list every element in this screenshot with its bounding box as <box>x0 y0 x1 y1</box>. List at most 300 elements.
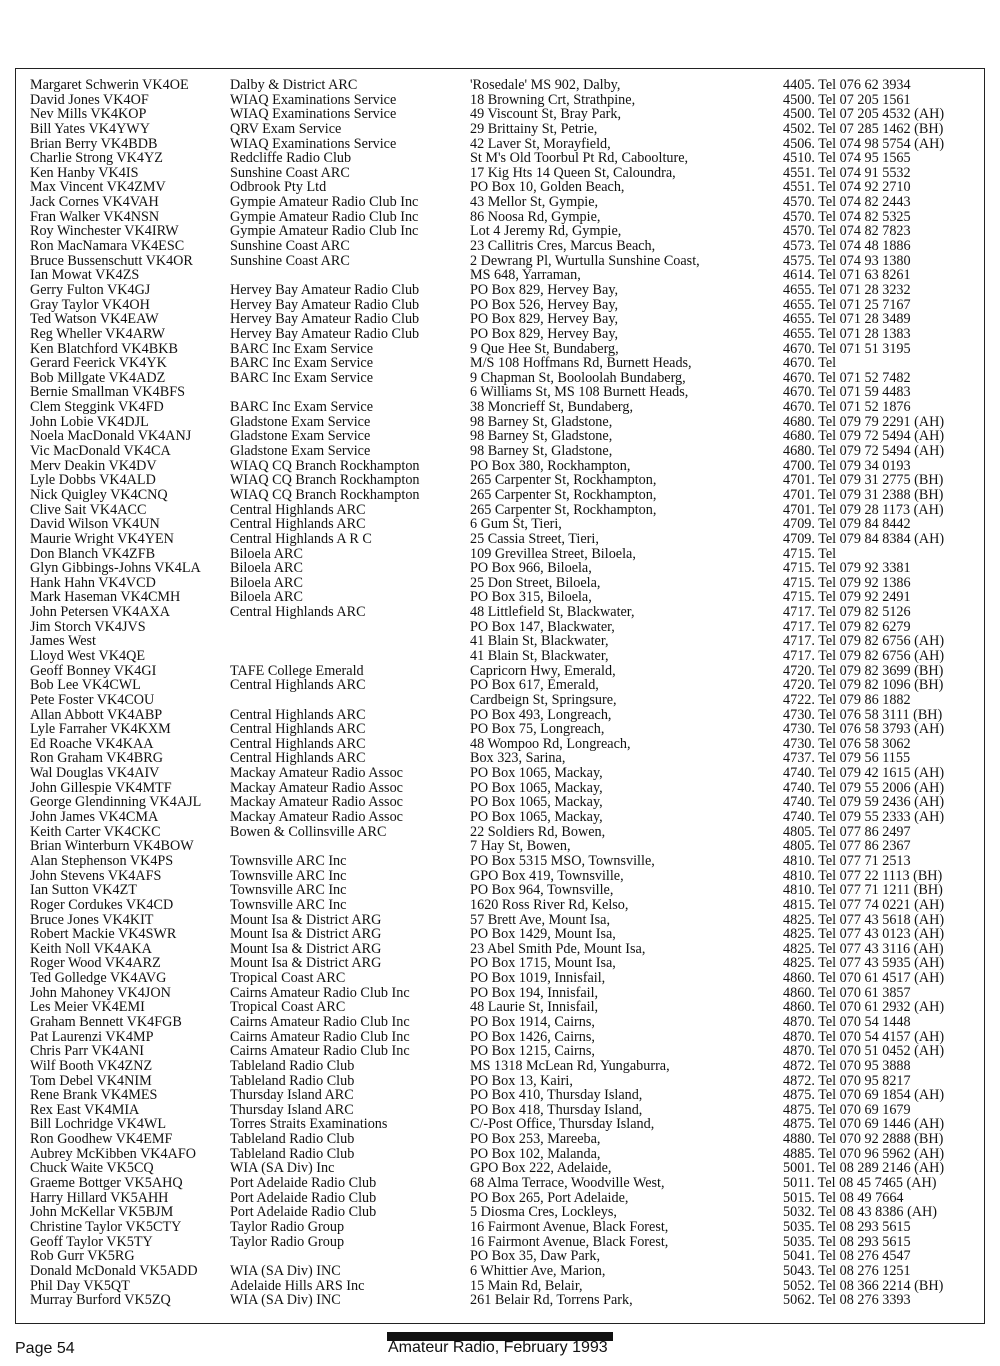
listing-club: Torres Straits Examinations <box>230 1116 388 1133</box>
listing-address: 1620 Ross River Rd, Kelso, <box>470 896 629 913</box>
listing-telephone: 4720. Tel 079 82 1096 (BH) <box>783 677 944 694</box>
listing-telephone: 4405. Tel 076 62 3934 <box>783 77 911 93</box>
listing-club: Tropical Coast ARC <box>230 970 346 987</box>
listing-address: GPO Box 222, Adelaide, <box>470 1160 612 1177</box>
listing-row <box>0 254 1000 269</box>
listing-row <box>0 239 1000 254</box>
listing-telephone: 4875. Tel 070 69 1679 <box>783 1101 911 1118</box>
listing-telephone: 4655. Tel 071 28 3232 <box>783 281 911 298</box>
listing-row <box>0 166 1000 181</box>
listing-club: Mount Isa & District ARG <box>230 955 382 972</box>
listing-row <box>0 810 1000 825</box>
listing-telephone: 4717. Tel 079 82 6279 <box>783 618 911 635</box>
listing-club: Central Highlands ARC <box>230 750 366 767</box>
listing-name: Max Vincent VK4ZMV <box>30 179 166 196</box>
listing-row <box>0 561 1000 576</box>
listing-row <box>0 547 1000 562</box>
listing-telephone: 4575. Tel 074 93 1380 <box>783 252 911 269</box>
listing-telephone: 4870. Tel 070 51 0452 (AH) <box>783 1043 945 1060</box>
listing-telephone: 4740. Tel 079 59 2436 (AH) <box>783 794 945 811</box>
listing-row <box>0 781 1000 796</box>
listing-club: Sunshine Coast ARC <box>230 164 350 181</box>
listing-telephone: 4825. Tel 077 43 0123 (AH) <box>783 926 945 943</box>
listing-row <box>0 180 1000 195</box>
listing-row <box>0 429 1000 444</box>
listing-telephone: 4715. Tel 079 92 2491 <box>783 589 911 606</box>
listing-address: PO Box 147, Blackwater, <box>470 618 615 635</box>
listing-address: C/-Post Office, Thursday Island, <box>470 1116 655 1133</box>
listing-telephone: 5062. Tel 08 276 3393 <box>783 1292 911 1309</box>
listing-address: PO Box 380, Rockhampton, <box>470 457 631 474</box>
listing-club: Biloela ARC <box>230 560 303 577</box>
listing-club: BARC Inc Exam Service <box>230 399 374 416</box>
listing-name: Ted Watson VK4EAW <box>30 311 159 328</box>
listing-club: Mackay Amateur Radio Assoc <box>230 794 403 811</box>
listing-row <box>0 825 1000 840</box>
listing-name: Vic MacDonald VK4CA <box>30 443 171 460</box>
listing-address: 38 Moncrieff St, Bundaberg, <box>470 399 634 416</box>
listing-name: Murray Burford VK5ZQ <box>30 1292 171 1309</box>
listing-name: Ken Blatchford VK4BKB <box>30 340 178 357</box>
listing-telephone: 4730. Tel 076 58 3062 <box>783 735 911 752</box>
listing-club: TAFE College Emerald <box>230 662 364 679</box>
listing-address: PO Box 265, Port Adelaide, <box>470 1189 629 1206</box>
listing-row <box>0 298 1000 313</box>
listing-club: Cairns Amateur Radio Club Inc <box>230 984 410 1001</box>
listing-name: Ted Golledge VK4AVG <box>30 970 167 987</box>
listing-address: 25 Cassia Street, Tieri, <box>470 530 599 547</box>
listing-telephone: 4570. Tel 074 82 7823 <box>783 223 911 240</box>
listing-name: Aubrey McKibben VK4AFO <box>30 1145 197 1162</box>
listing-row <box>0 1044 1000 1059</box>
listing-telephone: 5041. Tel 08 276 4547 <box>783 1248 911 1265</box>
listing-club: Hervey Bay Amateur Radio Club <box>230 325 420 342</box>
listing-club: WIAQ Examinations Service <box>230 91 397 108</box>
listing-telephone: 4815. Tel 077 74 0221 (AH) <box>783 896 945 913</box>
listing-telephone: 4875. Tel 070 69 1446 (AH) <box>783 1116 945 1133</box>
listing-telephone: 4870. Tel 070 54 4157 (AH) <box>783 1028 945 1045</box>
listing-club: Port Adelaide Radio Club <box>230 1175 377 1192</box>
listing-row <box>0 283 1000 298</box>
listing-row <box>0 576 1000 591</box>
listing-club: WIAQ CQ Branch Rockhampton <box>230 486 420 503</box>
listing-row <box>0 1235 1000 1250</box>
listing-address: 49 Viscount St, Bray Park, <box>470 106 622 123</box>
listing-address: 6 Williams St, MS 108 Burnett Heads, <box>470 384 689 401</box>
listing-address: 5 Diosma Cres, Lockleys, <box>470 1204 617 1221</box>
listing-club: Townsville ARC Inc <box>230 867 347 884</box>
listing-row <box>0 898 1000 913</box>
listing-telephone: 4570. Tel 074 82 5325 <box>783 208 911 225</box>
listing-address: PO Box 1065, Mackay, <box>470 809 603 826</box>
listing-row <box>0 839 1000 854</box>
listing-telephone: 4701. Tel 079 31 2388 (BH) <box>783 486 944 503</box>
listing-row <box>0 795 1000 810</box>
listing-telephone: 4740. Tel 079 55 2006 (AH) <box>783 779 945 796</box>
listing-name: Ed Roache VK4KAA <box>30 735 154 752</box>
listing-name: Hank Hahn VK4VCD <box>30 574 156 591</box>
listing-address: PO Box 829, Hervey Bay, <box>470 311 619 328</box>
listing-name: James West <box>30 633 96 650</box>
listing-telephone: 4805. Tel 077 86 2497 <box>783 823 911 840</box>
listing-name: Rob Gurr VK5RG <box>30 1248 135 1265</box>
listing-name: Lyle Dobbs VK4ALD <box>30 472 156 489</box>
listing-telephone: 4872. Tel 070 95 8217 <box>783 1072 911 1089</box>
listing-name: Ron MacNamara VK4ESC <box>30 238 185 255</box>
listing-address: PO Box 75, Longreach, <box>470 721 605 738</box>
listing-name: Mark Haseman VK4CMH <box>30 589 181 606</box>
listing-club: Gladstone Exam Service <box>230 413 371 430</box>
listing-name: Ron Graham VK4BRG <box>30 750 163 767</box>
listing-row <box>0 488 1000 503</box>
listing-address: 25 Don Street, Biloela, <box>470 574 601 591</box>
listing-club: Mount Isa & District ARG <box>230 940 382 957</box>
listing-name: Pete Foster VK4COU <box>30 691 155 708</box>
listing-name: Chuck Waite VK5CQ <box>30 1160 154 1177</box>
listing-row <box>0 122 1000 137</box>
listing-name: Bill Lochridge VK4WL <box>30 1116 167 1133</box>
listing-name: Jim Storch VK4JVS <box>30 618 146 635</box>
listing-club: Townsville ARC Inc <box>230 882 347 899</box>
listing-telephone: 4510. Tel 074 95 1565 <box>783 150 911 167</box>
listing-club: Tableland Radio Club <box>230 1131 355 1148</box>
listing-club: Taylor Radio Group <box>230 1218 345 1235</box>
listing-row <box>0 649 1000 664</box>
listing-address: 16 Fairmont Avenue, Black Forest, <box>470 1233 669 1250</box>
listing-name: Pat Laurenzi VK4MP <box>30 1028 154 1045</box>
listing-telephone: 4825. Tel 077 43 5935 (AH) <box>783 955 945 972</box>
listing-telephone: 4717. Tel 079 82 5126 <box>783 604 911 621</box>
listing-row <box>0 78 1000 93</box>
listing-name: David Wilson VK4UN <box>30 516 160 533</box>
listing-row <box>0 137 1000 152</box>
listing-club: Tableland Radio Club <box>230 1072 355 1089</box>
listing-address: 86 Noosa Rd, Gympie, <box>470 208 601 225</box>
listing-telephone: 5052. Tel 08 366 2214 (BH) <box>783 1277 944 1294</box>
listing-address: 17 Kig Hts 14 Queen St, Caloundra, <box>470 164 676 181</box>
listing-telephone: 4670. Tel 071 52 7482 <box>783 369 911 386</box>
listing-telephone: 4680. Tel 079 72 5494 (AH) <box>783 443 945 460</box>
listing-row <box>0 1293 1000 1308</box>
listing-name: George Glendinning VK4AJL <box>30 794 202 811</box>
listing-row <box>0 1117 1000 1132</box>
listing-telephone: 4825. Tel 077 43 3116 (AH) <box>783 940 944 957</box>
listing-name: Robert Mackie VK4SWR <box>30 926 177 943</box>
listing-row <box>0 1191 1000 1206</box>
listing-address: PO Box 1914, Cairns, <box>470 1014 595 1030</box>
listing-address: PO Box 410, Thursday Island, <box>470 1087 643 1104</box>
listing-name: Margaret Schwerin VK4OE <box>30 77 189 93</box>
listing-telephone: 4825. Tel 077 43 5618 (AH) <box>783 911 945 928</box>
listing-name: Roy Winchester VK4IRW <box>30 223 179 240</box>
listing-row <box>0 869 1000 884</box>
listing-row <box>0 107 1000 122</box>
listing-telephone: 4860. Tel 070 61 2932 (AH) <box>783 999 945 1016</box>
listing-name: Ron Goodhew VK4EMF <box>30 1131 173 1148</box>
listing-club: Cairns Amateur Radio Club Inc <box>230 1028 410 1045</box>
listing-club: Mackay Amateur Radio Assoc <box>230 809 403 826</box>
listing-telephone: 4715. Tel <box>783 545 837 562</box>
listing-address: 48 Wompoo Rd, Longreach, <box>470 735 631 752</box>
listing-telephone: 4670. Tel 071 59 4483 <box>783 384 911 401</box>
listing-row <box>0 620 1000 635</box>
listing-telephone: 4670. Tel 071 51 3195 <box>783 340 911 357</box>
listing-address: 98 Barney St, Gladstone, <box>470 443 613 460</box>
listing-row <box>0 1249 1000 1264</box>
listing-name: Bruce Jones VK4KIT <box>30 911 154 928</box>
listing-address: 41 Blain St, Blackwater, <box>470 647 609 664</box>
listing-address: PO Box 493, Longreach, <box>470 706 612 723</box>
listing-name: John Gillespie VK4MTF <box>30 779 172 796</box>
listing-name: John Stevens VK4AFS <box>30 867 162 884</box>
listing-telephone: 4805. Tel 077 86 2367 <box>783 838 911 855</box>
listing-club: Sunshine Coast ARC <box>230 252 350 269</box>
listing-name: Merv Deakin VK4DV <box>30 457 157 474</box>
listing-telephone: 4810. Tel 077 22 1113 (BH) <box>783 867 943 884</box>
listing-address: PO Box 617, Emerald, <box>470 677 599 694</box>
listing-telephone: 4880. Tel 070 92 2888 (BH) <box>783 1131 944 1148</box>
listing-telephone: 4709. Tel 079 84 8384 (AH) <box>783 530 945 547</box>
listing-club: Mount Isa & District ARG <box>230 911 382 928</box>
listing-name: Bob Lee VK4CWL <box>30 677 141 694</box>
listing-telephone: 5032. Tel 08 43 8386 (AH) <box>783 1204 938 1221</box>
listing-row <box>0 678 1000 693</box>
listing-name: Les Meier VK4EMI <box>30 999 145 1016</box>
listing-club: WIAQ CQ Branch Rockhampton <box>230 457 420 474</box>
listing-telephone: 4701. Tel 079 31 2775 (BH) <box>783 472 944 489</box>
listing-name: Bob Millgate VK4ADZ <box>30 369 166 386</box>
page-number: Page 54 <box>15 1340 75 1357</box>
listing-row <box>0 385 1000 400</box>
listing-row <box>0 342 1000 357</box>
listing-club: WIA (SA Div) INC <box>230 1262 341 1279</box>
listing-address: PO Box 10, Golden Beach, <box>470 179 625 196</box>
listing-telephone: 4717. Tel 079 82 6756 (AH) <box>783 633 945 650</box>
listing-club: WIA (SA Div) Inc <box>230 1160 335 1177</box>
listing-address: 29 Brittainy St, Petrie, <box>470 120 598 137</box>
listing-telephone: 4885. Tel 070 96 5962 (AH) <box>783 1145 945 1162</box>
listing-address: PO Box 829, Hervey Bay, <box>470 325 619 342</box>
publication-title: Amateur Radio, February 1993 <box>388 1339 608 1356</box>
listing-row <box>0 312 1000 327</box>
listing-club: Biloela ARC <box>230 589 303 606</box>
listing-row <box>0 708 1000 723</box>
listing-row <box>0 1176 1000 1191</box>
listing-telephone: 4655. Tel 071 28 3489 <box>783 311 911 328</box>
listing-club: Tableland Radio Club <box>230 1145 355 1162</box>
listing-address: Lot 4 Jeremy Rd, Gympie, <box>470 223 622 240</box>
listing-club: Odbrook Pty Ltd <box>230 179 327 196</box>
listing-row <box>0 986 1000 1001</box>
listing-club: Bowen & Collinsville ARC <box>230 823 387 840</box>
listing-address: St M's Old Toorbul Pt Rd, Caboolture, <box>470 150 689 167</box>
listing-row <box>0 1074 1000 1089</box>
listing-address: MS 648, Yarraman, <box>470 267 581 284</box>
listing-address: 9 Chapman St, Booloolah Bundaberg, <box>470 369 686 386</box>
listing-row <box>0 503 1000 518</box>
listing-name: Jack Cornes VK4VAH <box>30 194 159 211</box>
listing-club: Gympie Amateur Radio Club Inc <box>230 194 419 211</box>
listing-name: Phil Day VK5QT <box>30 1277 130 1294</box>
listing-club: BARC Inc Exam Service <box>230 369 374 386</box>
listing-address: PO Box 315, Biloela, <box>470 589 592 606</box>
listing-club: Mackay Amateur Radio Assoc <box>230 779 403 796</box>
listing-club: Central Highlands A R C <box>230 530 372 547</box>
listing-row <box>0 93 1000 108</box>
listing-address: 15 Main Rd, Belair, <box>470 1277 583 1294</box>
listing-telephone: 4715. Tel 079 92 3381 <box>783 560 911 577</box>
listing-name: Brian Berry VK4BDB <box>30 135 158 152</box>
listing-club: WIA (SA Div) INC <box>230 1292 341 1309</box>
listing-row <box>0 517 1000 532</box>
listing-club: Townsville ARC Inc <box>230 896 347 913</box>
listing-telephone: 4715. Tel 079 92 1386 <box>783 574 911 591</box>
listing-address: 6 Gum St, Tieri, <box>470 516 562 533</box>
listing-address: PO Box 1215, Cairns, <box>470 1043 595 1060</box>
listing-name: Ken Hanby VK4IS <box>30 164 139 181</box>
listing-club: Central Highlands ARC <box>230 735 366 752</box>
listing-club: Cairns Amateur Radio Club Inc <box>230 1014 410 1030</box>
listing-club: Thursday Island ARC <box>230 1101 354 1118</box>
listing-telephone: 4700. Tel 079 34 0193 <box>783 457 911 474</box>
listing-name: Don Blanch VK4ZFB <box>30 545 156 562</box>
listing-row <box>0 854 1000 869</box>
listing-address: PO Box 1065, Mackay, <box>470 779 603 796</box>
listing-club: WIAQ CQ Branch Rockhampton <box>230 472 420 489</box>
listing-club: Gladstone Exam Service <box>230 443 371 460</box>
listing-row <box>0 195 1000 210</box>
listing-telephone: 4570. Tel 074 82 2443 <box>783 194 911 211</box>
listing-name: Gray Taylor VK4OH <box>30 296 150 313</box>
listing-club: Central Highlands ARC <box>230 721 366 738</box>
listing-telephone: 4500. Tel 07 205 1561 <box>783 91 911 108</box>
listing-row <box>0 327 1000 342</box>
listing-row <box>0 1220 1000 1235</box>
listing-telephone: 4872. Tel 070 95 3888 <box>783 1057 911 1074</box>
listing-address: PO Box 964, Townsville, <box>470 882 614 899</box>
listing-row <box>0 1205 1000 1220</box>
listing-club: BARC Inc Exam Service <box>230 355 374 372</box>
listing-row <box>0 1279 1000 1294</box>
listing-telephone: 4614. Tel 071 63 8261 <box>783 267 911 284</box>
listing-name: Gerard Feerick VK4YK <box>30 355 167 372</box>
listing-name: Keith Carter VK4CKC <box>30 823 161 840</box>
listing-address: 9 Que Hee St, Bundaberg, <box>470 340 619 357</box>
listing-telephone: 4737. Tel 079 56 1155 <box>783 750 911 767</box>
listing-row <box>0 444 1000 459</box>
listing-address: PO Box 1065, Mackay, <box>470 794 603 811</box>
listing-telephone: 4730. Tel 076 58 3111 (BH) <box>783 706 943 723</box>
listing-row <box>0 151 1000 166</box>
listing-telephone: 4670. Tel 071 52 1876 <box>783 399 911 416</box>
listing-telephone: 4502. Tel 07 285 1462 (BH) <box>783 120 944 137</box>
listing-club: Central Highlands ARC <box>230 501 366 518</box>
listing-club: Gympie Amateur Radio Club Inc <box>230 223 419 240</box>
listing-row <box>0 737 1000 752</box>
listing-name: John Mahoney VK4JON <box>30 984 171 1001</box>
listing-address: 265 Carpenter St, Rockhampton, <box>470 501 657 518</box>
listing-telephone: 5001. Tel 08 289 2146 (AH) <box>783 1160 945 1177</box>
listing-row <box>0 268 1000 283</box>
listing-row <box>0 1059 1000 1074</box>
listing-club: Hervey Bay Amateur Radio Club <box>230 311 420 328</box>
listing-row <box>0 1015 1000 1030</box>
listing-address: 2 Dewrang Pl, Wurtulla Sunshine Coast, <box>470 252 700 269</box>
listing-club: Tableland Radio Club <box>230 1057 355 1074</box>
listing-row <box>0 532 1000 547</box>
listing-address: PO Box 5315 MSO, Townsville, <box>470 852 655 869</box>
listing-name: Geoff Bonney VK4GI <box>30 662 157 679</box>
listing-address: PO Box 1715, Mount Isa, <box>470 955 616 972</box>
listing-row <box>0 590 1000 605</box>
listing-name: Harry Hillard VK5AHH <box>30 1189 169 1206</box>
listing-name: Tom Debel VK4NIM <box>30 1072 152 1089</box>
listing-name: Ian Sutton VK4ZT <box>30 882 137 899</box>
listing-row <box>0 1147 1000 1162</box>
listing-row <box>0 664 1000 679</box>
listing-club: Adelaide Hills ARS Inc <box>230 1277 365 1294</box>
listing-club: Gympie Amateur Radio Club Inc <box>230 208 419 225</box>
listing-address: PO Box 253, Mareeba, <box>470 1131 601 1148</box>
listing-name: Maurie Wright VK4YEN <box>30 530 174 547</box>
listing-telephone: 4680. Tel 079 79 2291 (AH) <box>783 413 945 430</box>
listing-telephone: 5015. Tel 08 49 7664 <box>783 1189 904 1206</box>
listing-club: QRV Exam Service <box>230 120 342 137</box>
listing-club: Sunshine Coast ARC <box>230 238 350 255</box>
listing-address: Cardbeign St, Springsure, <box>470 691 617 708</box>
listing-name: Christine Taylor VK5CTY <box>30 1218 182 1235</box>
listing-club: Redcliffe Radio Club <box>230 150 352 167</box>
listing-club: Taylor Radio Group <box>230 1233 345 1250</box>
listing-name: Charlie Strong VK4YZ <box>30 150 163 167</box>
listing-club: Mackay Amateur Radio Assoc <box>230 765 403 782</box>
listing-address: PO Box 194, Innisfail, <box>470 984 599 1001</box>
listing-name: Chris Parr VK4ANI <box>30 1043 145 1060</box>
listing-address: 43 Mellor St, Gympie, <box>470 194 599 211</box>
listing-address: 23 Abel Smith Pde, Mount Isa, <box>470 940 646 957</box>
listing-telephone: 4870. Tel 070 54 1448 <box>783 1014 911 1030</box>
listing-address: PO Box 102, Malanda, <box>470 1145 601 1162</box>
listing-telephone: 4680. Tel 079 72 5494 (AH) <box>783 428 945 445</box>
listing-address: 98 Barney St, Gladstone, <box>470 428 613 445</box>
listing-telephone: 4551. Tel 074 92 2710 <box>783 179 911 196</box>
listing-telephone: 4730. Tel 076 58 3793 (AH) <box>783 721 945 738</box>
listing-club: Mount Isa & District ARG <box>230 926 382 943</box>
listing-row <box>0 766 1000 781</box>
listing-address: 261 Belair Rd, Torrens Park, <box>470 1292 633 1309</box>
listing-address: 68 Alma Terrace, Woodville West, <box>470 1175 665 1192</box>
listing-name: Alan Stephenson VK4PS <box>30 852 174 869</box>
listing-row <box>0 1088 1000 1103</box>
listing-telephone: 4860. Tel 070 61 3857 <box>783 984 911 1001</box>
listing-address: PO Box 829, Hervey Bay, <box>470 281 619 298</box>
listing-address: Box 323, Sarina, <box>470 750 566 767</box>
listing-row <box>0 605 1000 620</box>
listing-address: M/S 108 Hoffmans Rd, Burnett Heads, <box>470 355 692 372</box>
listing-name: Bernie Smallman VK4BFS <box>30 384 186 401</box>
listing-row <box>0 751 1000 766</box>
listing-name: Geoff Taylor VK5TY <box>30 1233 153 1250</box>
listing-address: PO Box 13, Kairi, <box>470 1072 573 1089</box>
listing-row <box>0 1103 1000 1118</box>
listing-name: Lloyd West VK4QE <box>30 647 145 664</box>
listing-telephone: 4670. Tel <box>783 355 837 372</box>
listing-name: Graeme Bottger VK5AHQ <box>30 1175 183 1192</box>
listing-address: PO Box 966, Biloela, <box>470 560 592 577</box>
listing-address: PO Box 526, Hervey Bay, <box>470 296 619 313</box>
listing-telephone: 4655. Tel 071 25 7167 <box>783 296 911 313</box>
listing-row <box>0 415 1000 430</box>
